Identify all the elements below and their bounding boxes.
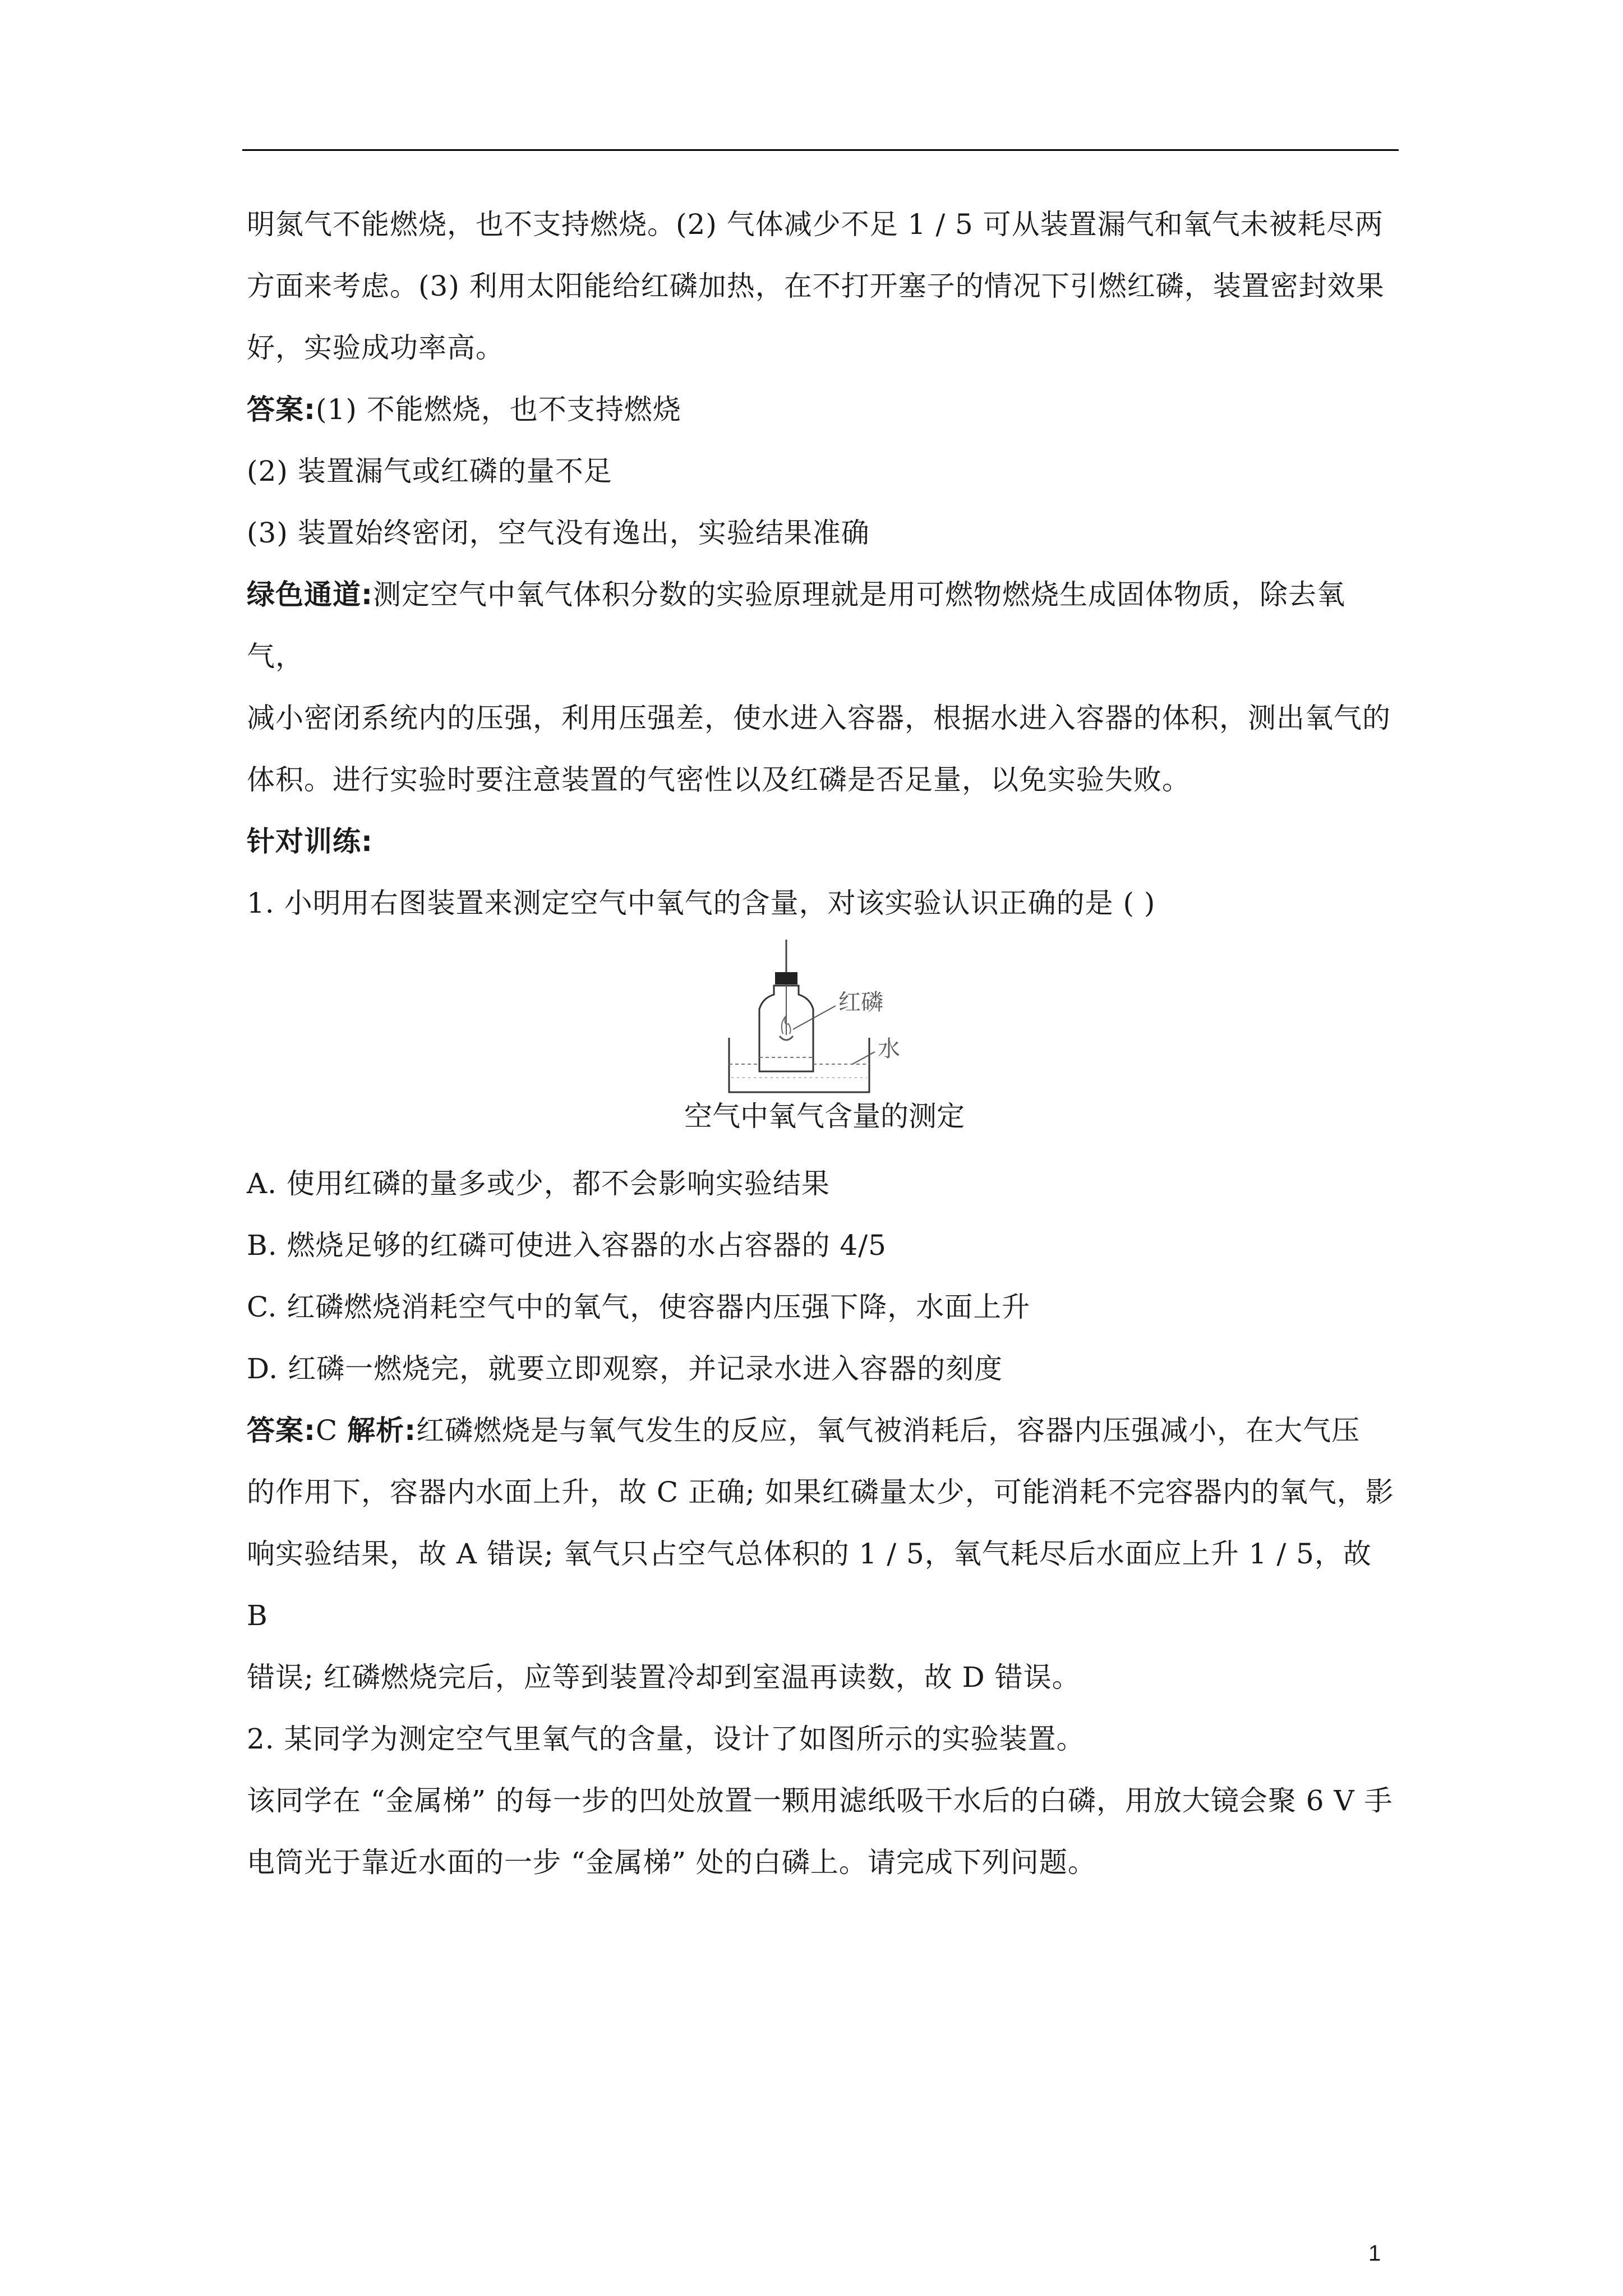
green-channel-label: 绿色通道: [247, 578, 373, 611]
q1-answer-value: C [316, 1414, 348, 1447]
answer-line: (3) 装置始终密闭，空气没有逸出，实验结果准确 [247, 517, 870, 549]
q1-answer-label: 答案: [247, 1414, 316, 1447]
question-1-stem: 1. 小明用右图装置来测定空气中氧气的含量，对该实验认识正确的是 ( ) [247, 887, 1156, 919]
answer-line: (2) 装置漏气或红磷的量不足 [247, 455, 612, 487]
explanation-line: 明氮气不能燃烧，也不支持燃烧。(2) 气体减少不足 1 / 5 可从装置漏气和氧气未被耗尽两 [247, 208, 1384, 241]
analysis-line: 错误; 红磷燃烧完后，应等到装置冷却到室温再读数，故 D 错误。 [247, 1661, 1081, 1694]
question-2-line: 电筒光于靠近水面的一步 “金属梯” 处的白磷上。请完成下列问题。 [247, 1846, 1096, 1879]
apparatus-figure [247, 934, 1402, 1153]
answer-label: 答案: [247, 393, 316, 426]
option-b: B. 燃烧足够的红磷可使进入容器的水占容器的 4/5 [247, 1229, 887, 1262]
explanation-line: 好，实验成功率高。 [247, 332, 504, 364]
explanation-line: 方面来考虑。(3) 利用太阳能给红磷加热，在不打开塞子的情况下引燃红磷，装置密封效果 [247, 270, 1385, 302]
green-channel-line: 减小密闭系统内的压强，利用压强差，使水进入容器，根据水进入容器的体积，测出氧气的 [247, 702, 1391, 734]
figure-caption: 空气中氧气含量的测定 [684, 1100, 965, 1133]
question-2-line: 2. 某同学为测定空气里氧气的含量，设计了如图所示的实验装置。 [247, 1723, 1085, 1755]
label-water: 水 [878, 1036, 900, 1062]
water-trough [729, 1038, 869, 1092]
analysis-label: 解析: [347, 1414, 417, 1447]
q1-answer-line [247, 1400, 1402, 1461]
green-channel-line [247, 564, 1402, 687]
analysis-line: 的作用下，容器内水面上升，故 C 正确; 如果红磷量太少，可能消耗不完容器内的氧气，影 [247, 1476, 1394, 1508]
option-d: D. 红磷一燃烧完，就要立即观察，并记录水进入容器的刻度 [247, 1352, 1003, 1385]
header-rule [242, 149, 1399, 151]
analysis-text: 红磷燃烧是与氧气发生的反应，氧气被消耗后，容器内压强减小，在大气压 [416, 1414, 1361, 1447]
green-channel-line: 体积。进行实验时要注意装置的气密性以及红磷是否足量，以免实验失败。 [247, 763, 1191, 796]
content [247, 194, 1402, 1893]
option-c: C. 红磷燃烧消耗空气中的氧气，使容器内压强下降，水面上升 [247, 1291, 1031, 1323]
analysis-line: 响实验结果，故 A 错误; 氧气只占空气总体积的 1 / 5，氧气耗尽后水面应上升 1 / 5，故 B [247, 1538, 1372, 1632]
option-a: A. 使用红磷的量多或少，都不会影响实验结果 [247, 1167, 830, 1200]
label-phosphorus: 红磷 [838, 990, 883, 1015]
question-2-line: 该同学在 “金属梯” 的每一步的凹处放置一颗用滤纸吸干水后的白磷，用放大镜会聚 6 V 手 [247, 1784, 1393, 1817]
stopper [775, 972, 797, 984]
answer-line [247, 379, 1402, 440]
apparatus-diagram [723, 940, 937, 1097]
answer-text: (1) 不能燃烧，也不支持燃烧 [316, 393, 681, 426]
page-number: 1 [1368, 2241, 1381, 2266]
combustion-spoon [780, 1036, 793, 1040]
green-channel-text: 测定空气中氧气体积分数的实验原理就是用可燃物燃烧生成固体物质，除去氧气， [247, 578, 1345, 673]
practice-heading: 针对训练: [247, 825, 373, 858]
